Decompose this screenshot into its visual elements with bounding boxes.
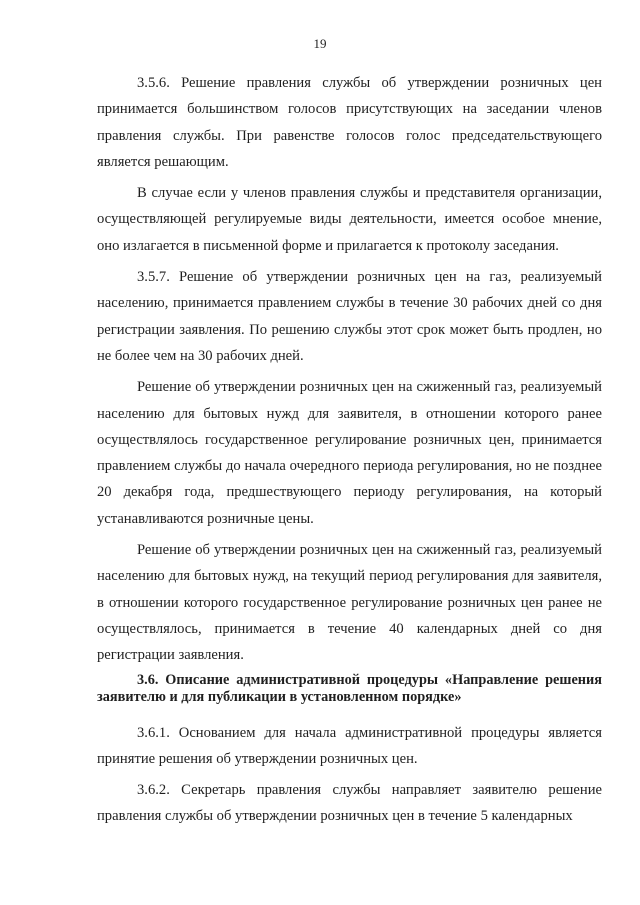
paragraph-3-6-2: 3.6.2. Секретарь правления службы направляет заявителю решение правления службы об утверждении розничных цен в течение 5 календарных [97, 782, 602, 825]
document-body [97, 70, 602, 830]
paragraph-3-6-1: 3.6.1. Основанием для начала административной процедуры является принятие решения об утверждении розничных цен. [97, 724, 602, 767]
page-number: 19 [313, 36, 327, 51]
paragraph-3-5-6: 3.5.6. Решение правления службы об утверждении розничных цен принимается большинством голосов присутствующих на заседании членов правления службы. При равенстве голосов голос председательствующего является решающим. [97, 75, 602, 170]
paragraph-lpg-existing-applicant: Решение об утверждении розничных цен на сжиженный газ, реализуемый населению для бытовых нужд для заявителя, в отношении которого ранее осуществлялось государственное регулирование розничных цен, принимается правлением службы до начала очередного периода регулирования, но не позднее 20 декабря года, предшествующего периоду регулирования, на который устанавливаются розничные цены. [97, 379, 602, 527]
paragraph-lpg-new-applicant: Решение об утверждении розничных цен на сжиженный газ, реализуемый населению для бытовых нужд, на текущий период регулирования для заявителя, в отношении которого государственное регулирование розничных цен ранее не осуществлялось, принимается в течение 40 календарных дней со дня регистрации заявления. [97, 542, 602, 664]
paragraph-3-5-7: 3.5.7. Решение об утверждении розничных цен на газ, реализуемый населению, принимается правлением службы в течение 30 рабочих дней со дня регистрации заявления. По решению службы этот срок может быть продлен, но не более чем на 30 рабочих дней. [97, 269, 602, 364]
paragraph-dissenting-opinion: В случае если у членов правления службы и представителя организации, осуществляющей регулируемые виды деятельности, имеется особое мнение, оно излагается в письменной форме и прилагается к протоколу заседания. [97, 185, 602, 254]
section-heading-3-6: 3.6. Описание административной процедуры «Направление решения заявителю и для публикации в установленном порядке» [97, 671, 602, 705]
